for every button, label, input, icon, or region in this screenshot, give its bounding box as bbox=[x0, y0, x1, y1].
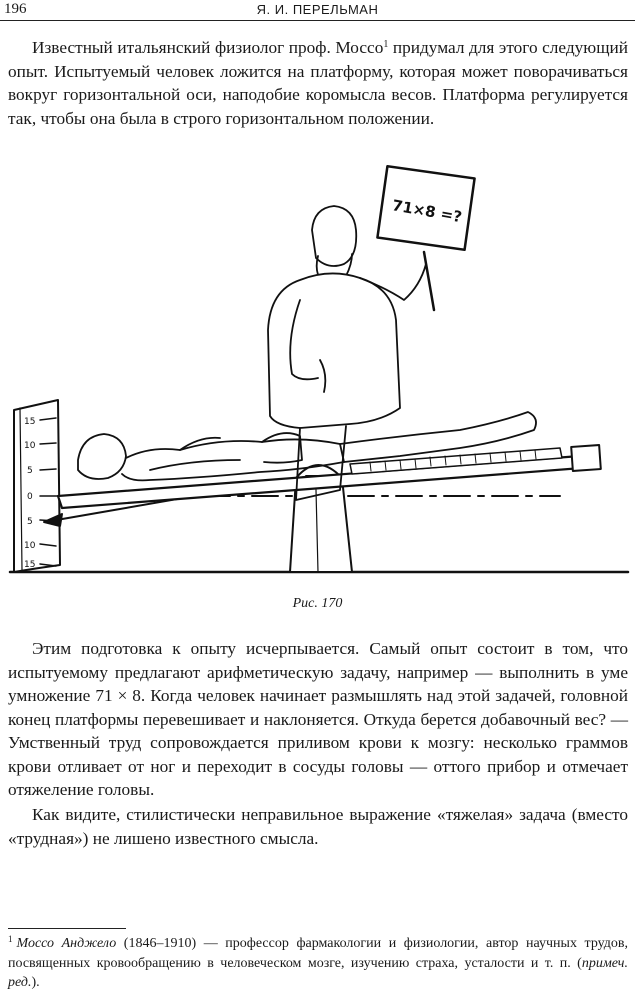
header-rule bbox=[0, 20, 635, 21]
counterweight bbox=[571, 445, 601, 471]
footnote-reference: 1 bbox=[383, 39, 389, 50]
scale-label: 5 bbox=[27, 466, 33, 476]
paragraph-conclusion: Как видите, стилистически неправильное выражение «тяжелая» задача (вместо «трудная») не лишено известного смысла. bbox=[8, 805, 628, 848]
math-sign bbox=[377, 166, 474, 250]
scale-label: 10 bbox=[24, 441, 36, 451]
paragraph-intro-text-rest: придумал для этого следующий опыт. Испытуемый человек ложится на платформу, которая может поворачиваться вокруг горизонтальной оси, наподобие коромысла весов. Платформа регулируется так, чтобы она была в строго горизонтальном положении. bbox=[8, 38, 628, 128]
footnote-editor-note: примеч. ред. bbox=[8, 955, 628, 990]
mosso-balance-illustration bbox=[0, 160, 635, 580]
running-head: Я. И. ПЕРЕЛЬМАН bbox=[256, 2, 379, 17]
footnote-name: Моссо Анджело bbox=[16, 936, 117, 951]
footnote-body: (1846–1910) — профессор фармакологии и физиологии, автор научных трудов, посвященных кровообращению в человеческом мозге, изучению страха, усталости и т. п. ( bbox=[8, 936, 628, 971]
scale-label: 15 bbox=[24, 417, 36, 427]
page-number: 196 bbox=[4, 1, 27, 17]
paragraph-intro bbox=[8, 36, 628, 130]
sign-text: 71×8 =? bbox=[390, 196, 464, 227]
footnote-mark: 1 bbox=[8, 934, 13, 944]
sign-pole bbox=[424, 252, 434, 310]
paragraph-experiment: Этим подготовка к опыту исчерпывается. Самый опыт состоит в том, что испытуемому предлагают арифметическую задачу, например — выполнить в уме умножение 71 × 8. Когда человек начинает размышлять над этой задачей, головной конец платформы перевешивает и наклоняется. Откуда берется добавочный вес? — Умственный труд сопровождается приливом крови к мозгу: несколько граммов крови отливает от ног и переходит в сосуды головы — оттого прибор и отмечает отяжеление головы. bbox=[8, 639, 628, 799]
footnote bbox=[8, 934, 628, 993]
footnote-end: ). bbox=[31, 975, 40, 990]
scale-label: 10 bbox=[24, 541, 36, 551]
figure-caption: Рис. 170 bbox=[292, 596, 343, 611]
scale-label: 0 bbox=[27, 492, 33, 502]
paragraph-intro-text: Известный итальянский физиолог проф. Моссо bbox=[32, 38, 384, 57]
scale-label: 5 bbox=[27, 517, 33, 527]
page-header bbox=[0, 0, 635, 20]
footnote-rule bbox=[8, 928, 126, 929]
scale-label: 15 bbox=[24, 560, 36, 570]
